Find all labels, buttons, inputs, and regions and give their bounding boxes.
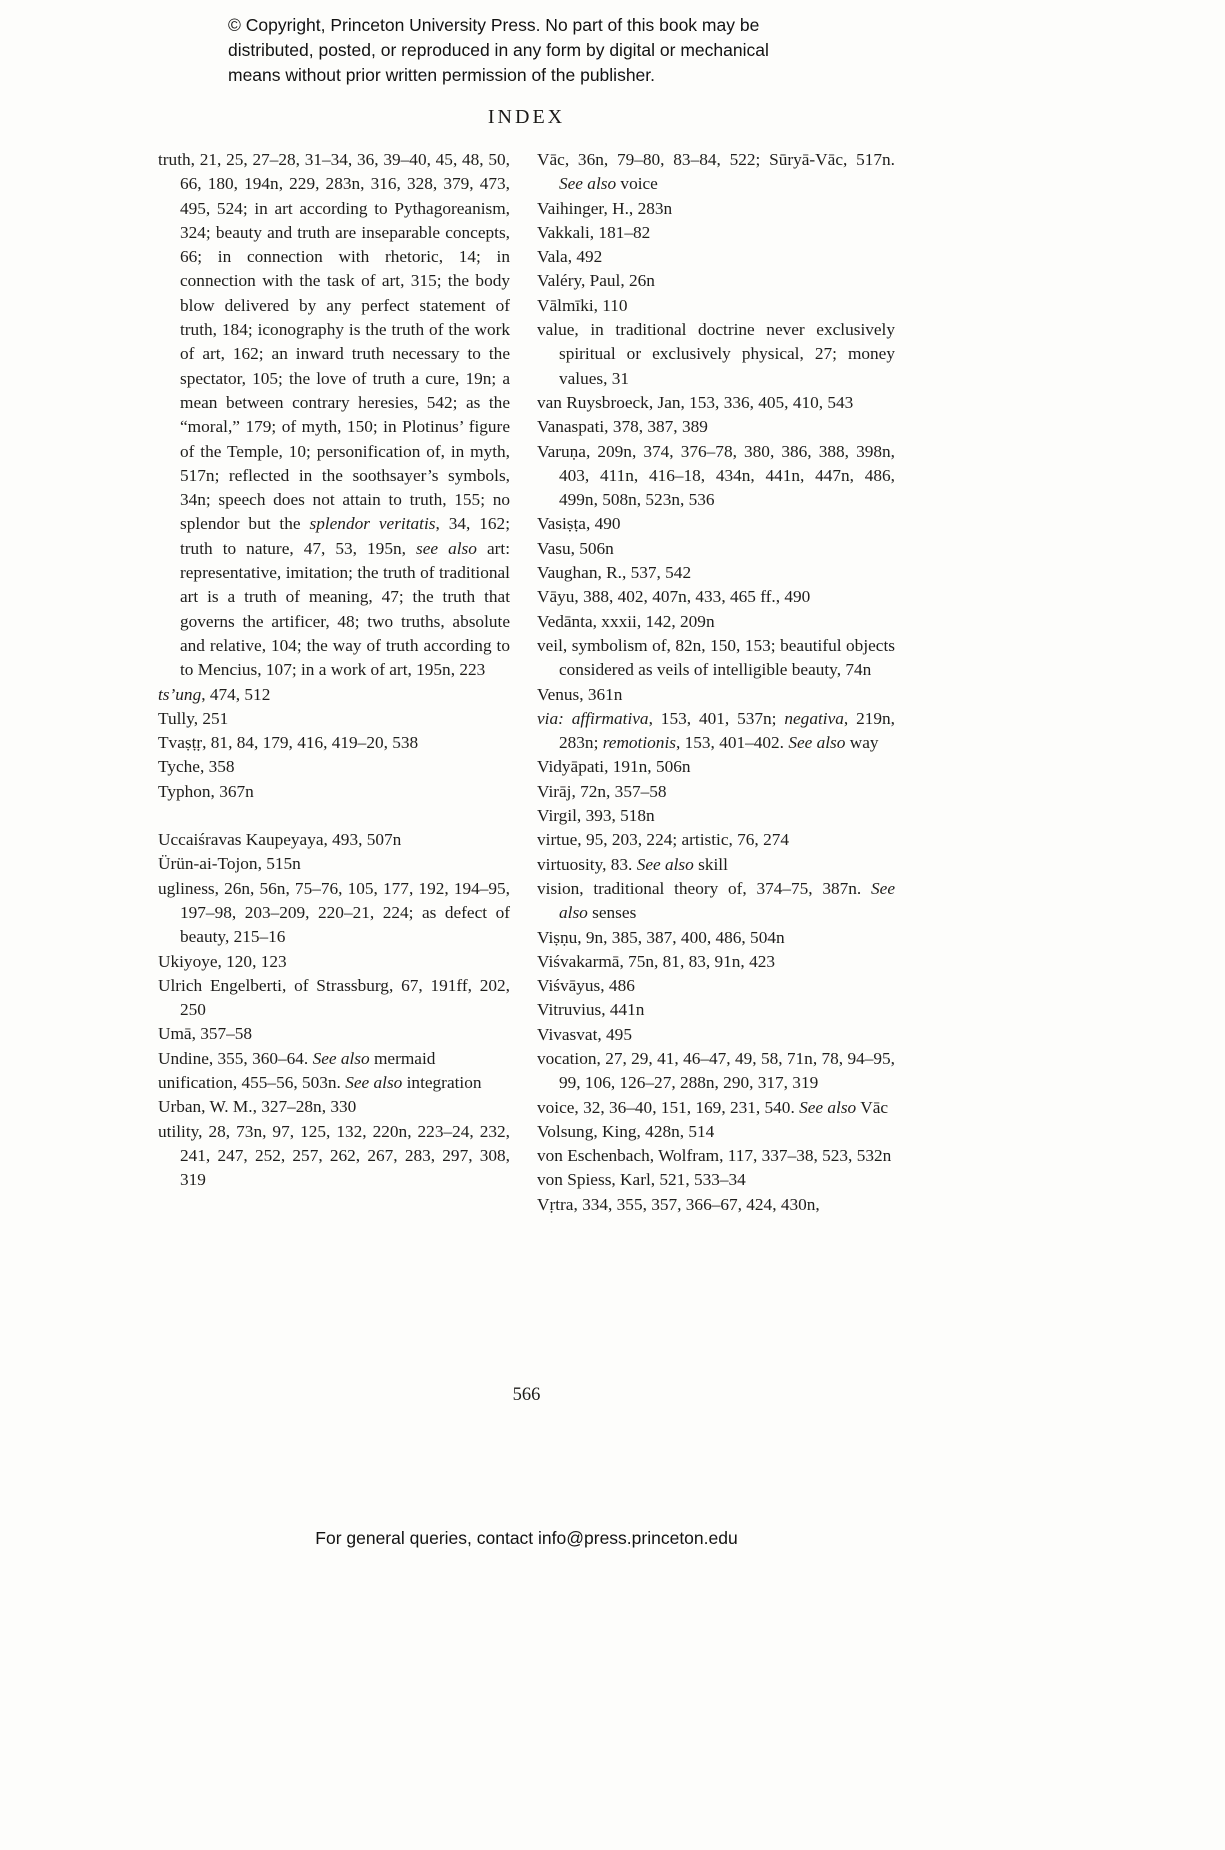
page-title: INDEX — [487, 106, 566, 128]
index-entry: Valéry, Paul, 26n — [537, 271, 655, 291]
index-entry: Vāc, 36n, 79–80, 83–84, 522; Sūryā-Vāc, 517n. See also voice — [537, 150, 895, 194]
index-entry: Vitruvius, 441n — [537, 1000, 645, 1020]
index-entry: Vṛtra, 334, 355, 357, 366–67, 424, 430n, — [537, 1194, 820, 1214]
index-entry: ugliness, 26n, 56n, 75–76, 105, 177, 192, 194–95, 197–98, 203–209, 220–21, 224; as defect of beauty, 215–16 — [158, 878, 510, 947]
index-entry: Viṣṇu, 9n, 385, 387, 400, 486, 504n — [537, 927, 785, 947]
index-column-right — [537, 148, 895, 1217]
index-entry: Viśvāyus, 486 — [537, 976, 635, 996]
index-entry: Umā, 357–58 — [158, 1024, 253, 1044]
index-entry: Typhon, 367n — [158, 781, 254, 801]
index-entry: veil, symbolism of, 82n, 150, 153; beautiful objects considered as veils of intelligible beauty, 74n — [537, 635, 895, 680]
index-entry: Vasu, 506n — [537, 538, 614, 558]
index-entry: Vivasvat, 495 — [537, 1024, 632, 1044]
index-entry: via: affirmativa, 153, 401, 537n; negativa, 219n, 283n; remotionis, 153, 401–402. See also way — [537, 708, 895, 753]
index-entry: Varuṇa, 209n, 374, 376–78, 380, 386, 388, 398n, 403, 411n, 416–18, 434n, 441n, 447n, 486, 499n, 508n, 523n, 536 — [537, 441, 895, 510]
index-entry: Vāyu, 388, 402, 407n, 433, 465 ff., 490 — [537, 587, 811, 607]
page-number: 566 — [512, 1385, 541, 1405]
index-entry: Vasiṣṭa, 490 — [537, 514, 621, 534]
index-entry: Vala, 492 — [537, 247, 603, 267]
index-entry: Vaihinger, H., 283n — [537, 198, 673, 218]
index-entry: Vakkali, 181–82 — [537, 222, 651, 242]
index-entry: Virgil, 393, 518n — [537, 806, 655, 826]
index-entry: Vaughan, R., 537, 542 — [537, 563, 692, 583]
index-entry: Tyche, 358 — [158, 757, 235, 777]
index-entry: virtue, 95, 203, 224; artistic, 76, 274 — [537, 830, 789, 850]
index-entry: vocation, 27, 29, 41, 46–47, 49, 58, 71n, 78, 94–95, 99, 106, 126–27, 288n, 290, 317, 319 — [537, 1048, 895, 1093]
index-entry: Vālmīki, 110 — [537, 295, 628, 315]
index-entry: Tvaṣṭṛ, 81, 84, 179, 416, 419–20, 538 — [158, 733, 419, 753]
index-entry: Volsung, King, 428n, 514 — [537, 1121, 715, 1141]
index-entry: Ürün-ai-Tojon, 515n — [158, 854, 301, 874]
index-entry: voice, 32, 36–40, 151, 169, 231, 540. See also Vāc — [537, 1097, 889, 1117]
index-entry: Uccaiśravas Kaupeyaya, 493, 507n — [158, 830, 402, 850]
index-entry: Ulrich Engelberti, of Strassburg, 67, 191ff, 202, 250 — [158, 975, 510, 1020]
index-entry: Tully, 251 — [158, 708, 229, 728]
footer-note: For general queries, contact info@press.princeton.edu — [315, 1528, 738, 1548]
index-entry: Urban, W. M., 327–28n, 330 — [158, 1097, 357, 1117]
index-entry: Virāj, 72n, 357–58 — [537, 781, 667, 801]
index-entry: Venus, 361n — [537, 684, 623, 704]
index-entry: von Spiess, Karl, 521, 533–34 — [537, 1170, 746, 1190]
index-entry: van Ruysbroeck, Jan, 153, 336, 405, 410, 543 — [537, 392, 854, 412]
index-entry: Viśvakarmā, 75n, 81, 83, 91n, 423 — [537, 951, 775, 971]
index-entry: value, in traditional doctrine never exclusively spiritual or exclusively physical, 27; money values, 31 — [537, 320, 895, 388]
index-column-left — [158, 148, 510, 1217]
index-entry: unification, 455–56, 503n. See also integration — [158, 1072, 482, 1092]
index-entry: Vidyāpati, 191n, 506n — [537, 757, 691, 777]
index-entry: Ukiyoye, 120, 123 — [158, 951, 287, 971]
index-entry: virtuosity, 83. See also skill — [537, 854, 728, 874]
index-entry: vision, traditional theory of, 374–75, 387n. See also senses — [537, 878, 895, 923]
index-entry: von Eschenbach, Wolfram, 117, 337–38, 523, 532n — [537, 1146, 892, 1166]
index-columns — [158, 148, 895, 1217]
index-entry: ts’ung, 474, 512 — [158, 684, 271, 704]
index-entry: utility, 28, 73n, 97, 125, 132, 220n, 223–24, 232, 241, 247, 252, 257, 262, 267, 283, 297, 308, 319 — [158, 1121, 510, 1190]
index-entry: truth, 21, 25, 27–28, 31–34, 36, 39–40, 45, 48, 50, 66, 180, 194n, 229, 283n, 316, 328, 379, 473, 495, 524; in art according to Pythagoreanism, 324; beauty and truth are inseparable concepts, 66; in connection with rhetoric, 14; in connection with the task of art, 315; the body blow delivered by any perfect statement of truth, 184; iconography is the truth of the work of art, 162; an inward truth necessary to the spectator, 105; the love of truth a cure, 19n; a mean between contrary heresies, 542; as the “moral,” 179; of myth, 150; in Plotinus’ figure of the Temple, 10; personification of, in myth, 517n; reflected in the soothsayer’s symbols, 34n; speech does not attain to truth, 155; no splendor but the splendor veritatis, 34, 162; truth to nature, 47, 53, 195n, see also art: representative, imitation; the truth of traditional art is a truth of meaning, 47; the truth that governs the artificer, 48; two truths, absolute and relative, 104; the way of truth according to to Mencius, 107; in a work of art, 195n, 223 — [158, 150, 511, 680]
index-entry: Undine, 355, 360–64. See also mermaid — [158, 1048, 436, 1068]
index-entry: Vanaspati, 378, 387, 389 — [537, 417, 708, 437]
index-entry: Vedānta, xxxii, 142, 209n — [537, 611, 715, 631]
copyright-notice: © Copyright, Princeton University Press. No part of this book may be distributed, posted, or reproduced in any form by digital or mechanical means without prior written permission of the publisher. — [228, 15, 769, 85]
